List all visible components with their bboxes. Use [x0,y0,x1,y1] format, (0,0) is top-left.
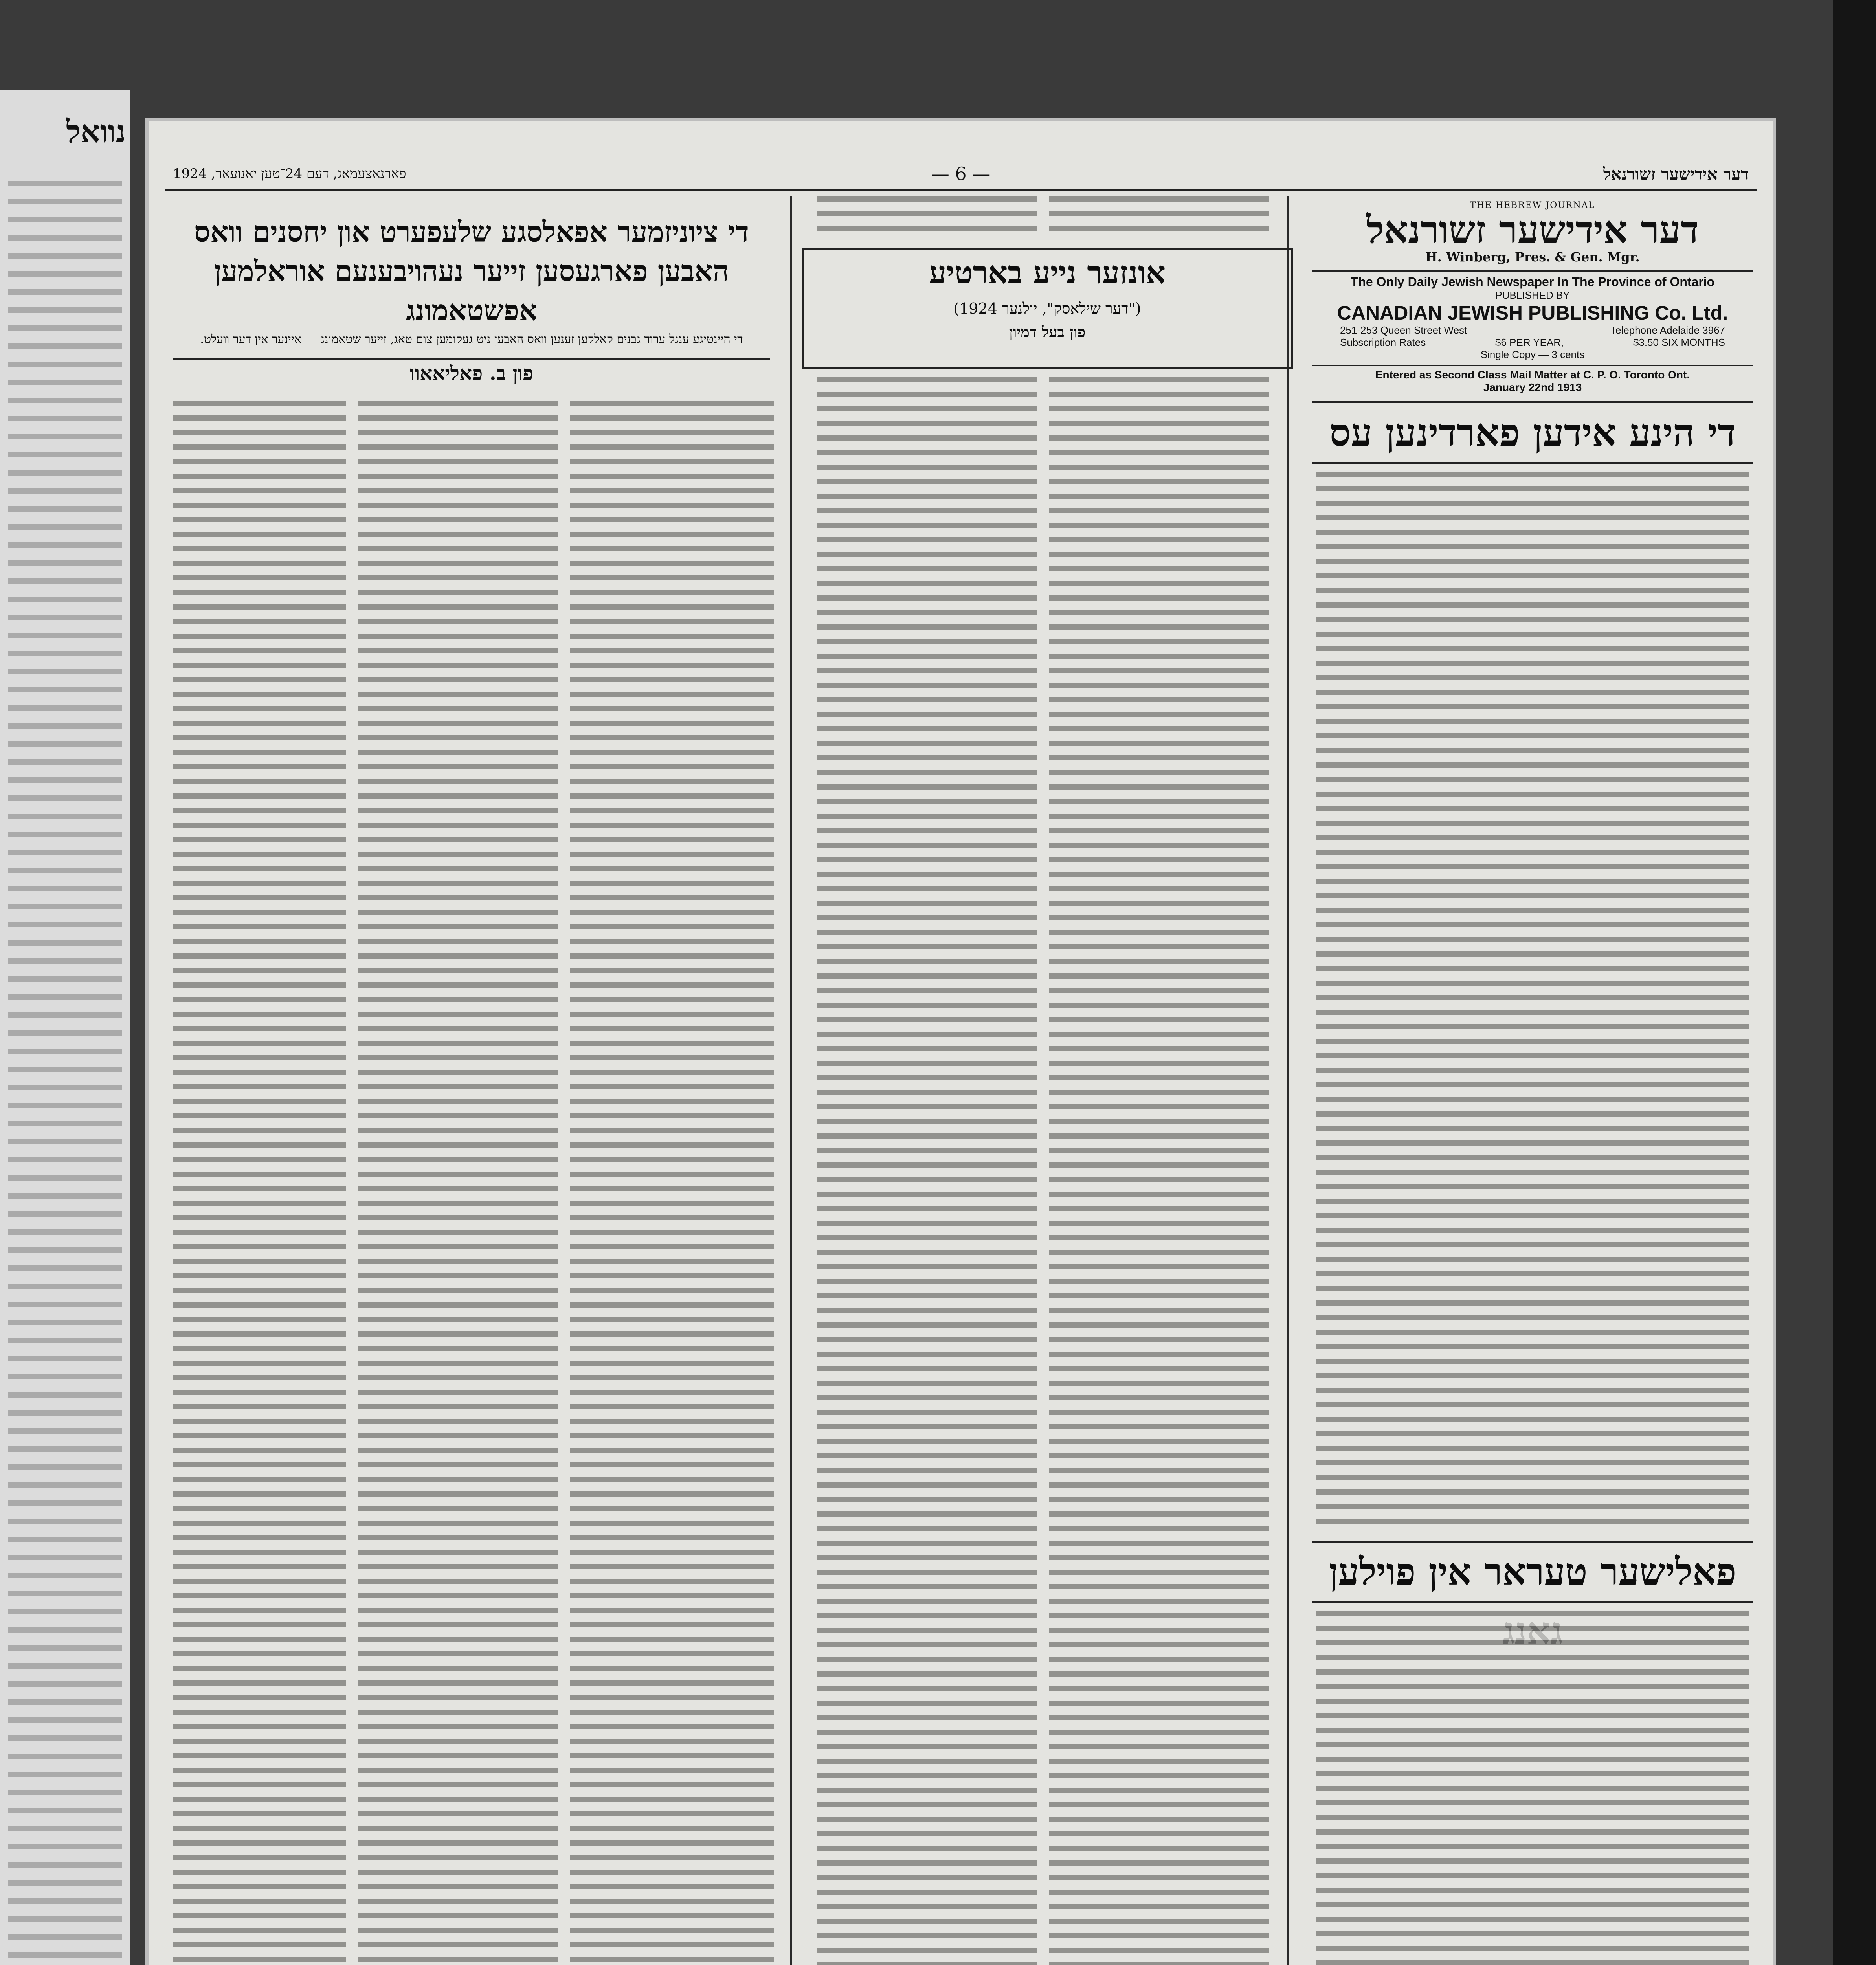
headline-left-subtitle: די היינטיגע ענגל ערוד גבנים קאלקען זענען וואס האבען ניט געקומען צום טאג, זייער שטאמונג — איינער אין דער וועלט. [200,332,743,346]
masthead-published-by: PUBLISHED BY [1495,289,1570,301]
masthead [1312,200,1753,393]
headline-middle-box [802,248,1293,369]
headline-middle-subtitle: ("דער שילאסק", יולנער 1924) [953,300,1141,317]
masthead-contact-row [1312,324,1753,336]
masthead-title: דער אידישער זשורנאל [1366,208,1699,252]
masthead-telephone: Telephone Adelaide 3967 [1610,324,1725,336]
headline-right-top: די הינע אידען פארדינען עס [1312,401,1753,464]
headline-left [173,212,770,360]
article-text-right-bottom [1316,1611,1749,1965]
headline-right-bottom: פאלישער טעראר אין פוילען [1312,1541,1753,1603]
article-text-middle-top-left [817,196,1037,240]
newspaper-page [145,118,1776,1965]
column-rule [1287,196,1289,1965]
film-edge-shadow [1833,0,1876,1965]
article-text-left-left [173,401,346,1965]
adjacent-page-text [8,181,122,1965]
adjacent-page-headline: נוואל [66,114,126,150]
headline-middle-title: אונזער נייע בארטיע [929,255,1166,291]
dateline [165,161,1757,191]
article-text-middle-right [1049,377,1269,1965]
masthead-single-copy: Single Copy — 3 cents [1480,349,1585,360]
headline-middle-author: פון בעל דמיון [1009,323,1086,341]
byline: פון ב. פאליאאוו [409,362,534,385]
adjacent-page-fragment [0,90,130,1965]
masthead-publisher: H. Winberg, Pres. & Gen. Mgr. [1425,250,1640,264]
masthead-rates-row [1312,336,1753,349]
masthead-rates-six: $3.50 SIX MONTHS [1633,336,1725,348]
page-number: — 6 — [931,163,991,184]
masthead-rates-label: Subscription Rates [1340,336,1426,348]
masthead-rates-year: $6 PER YEAR, [1495,336,1564,348]
masthead-entered: Entered as Second Class Mail Matter at C. P. O. Toronto Ont. [1312,365,1753,381]
masthead-address: 251-253 Queen Street West [1340,324,1467,336]
masthead-company: CANADIAN JEWISH PUBLISHING Co. Ltd. [1337,302,1728,324]
masthead-tagline: The Only Daily Jewish Newspaper In The Province of Ontario [1312,270,1753,289]
column-rule [790,196,792,1965]
headline-left-title: די ציוניזמער אפאלסגע שלעפערט און יחסנים וואס האבען פארגעסען זייער נעהויבענעם אוראלמען אפשטאמונג [194,215,749,327]
article-text-left-middle [358,401,558,1965]
dateline-date: פארנאצעמאג, דעם 24־טען יאנועאר, 1924 [173,166,406,182]
article-text-middle-top-right [1049,196,1269,240]
article-text-middle-left [817,377,1037,1965]
article-text-right-top [1316,472,1749,1525]
masthead-caption: THE HEBREW JOURNAL [1470,200,1595,210]
article-text-left-right [570,401,774,1965]
dateline-paper-name: דער אידישער זשורנאל [1603,164,1749,184]
masthead-entered-date: January 22nd 1913 [1483,381,1582,393]
